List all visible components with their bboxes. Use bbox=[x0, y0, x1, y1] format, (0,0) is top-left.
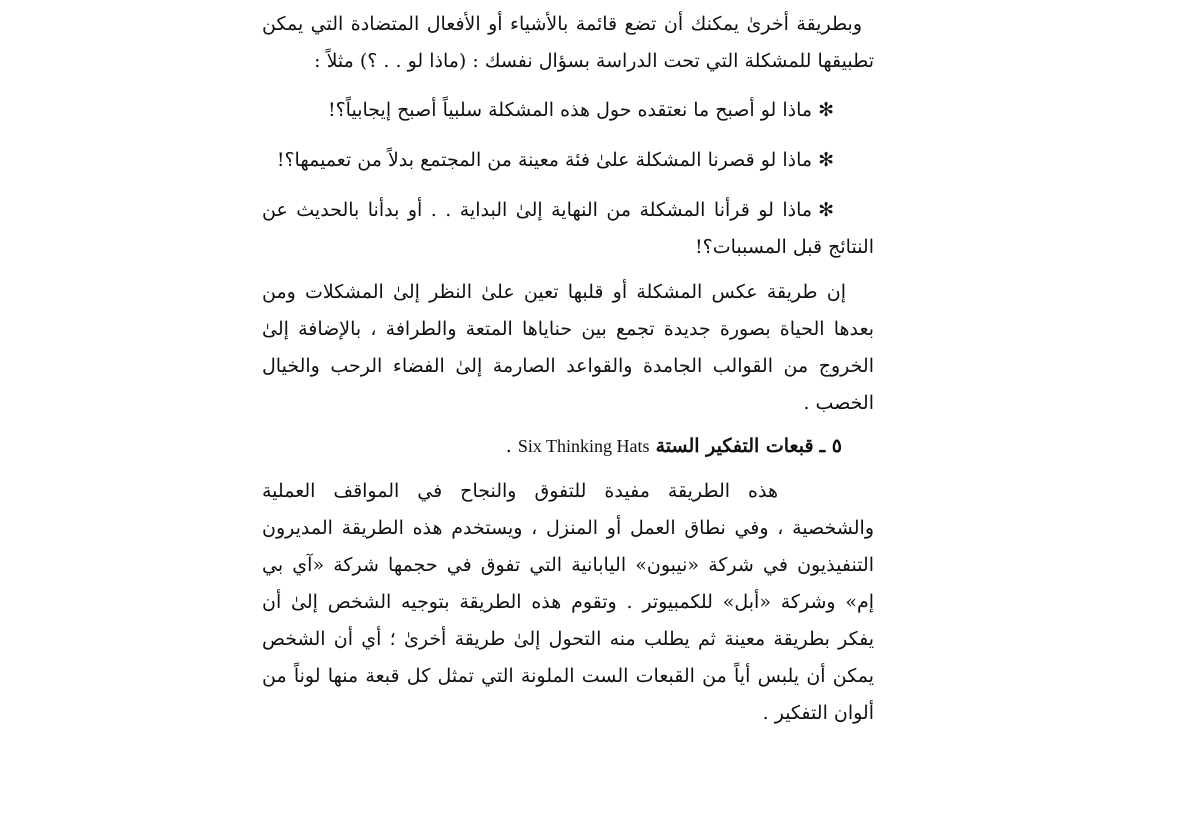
section-title-arabic: قبعات التفكير الستة bbox=[655, 435, 814, 457]
question-text: ماذا لو قرأنا المشكلة من النهاية إلىٰ البداية . . أو بدأنا بالحديث عن النتائج قبل المسببات؟! bbox=[262, 199, 874, 258]
section-title-english: Six Thinking Hats bbox=[517, 436, 650, 456]
section-heading bbox=[262, 428, 874, 465]
question-text: ماذا لو أصبح ما نعتقده حول هذه المشكلة سلبياً أصبح إيجابياً؟! bbox=[327, 99, 813, 121]
reverse-method-paragraph: إن طريقة عكس المشكلة أو قلبها تعين علىٰ النظر إلىٰ المشكلات ومن بعدها الحياة بصورة جديدة تجمع بين حناياها المتعة والطرافة ، بالإضافة إلىٰ الخروج من القوالب الجامدة والقواعد الصارمة إلىٰ الفضاء الرحب والخيال الخصب . bbox=[262, 281, 874, 414]
question-item bbox=[262, 192, 874, 266]
question-text: ماذا لو قصرنا المشكلة علىٰ فئة معينة من المجتمع بدلاً من تعميمها؟! bbox=[276, 149, 813, 171]
question-item bbox=[262, 92, 874, 129]
document-page bbox=[262, 6, 874, 739]
question-item bbox=[262, 142, 874, 179]
asterisk-bullet-icon: ✻ bbox=[818, 99, 834, 121]
section-number: ٥ ـ bbox=[819, 435, 842, 457]
six-hats-paragraph: هذه الطريقة مفيدة للتفوق والنجاح في المواقف العملية والشخصية ، وفي نطاق العمل أو المنزل ، ويستخدم هذه الطريقة المديرون التنفيذيون في شركة «نيبون» اليابانية التي تفوق في حجمها شركة «آي بي إم» وشركة «أبل» للكمبيوتر . وتقوم هذه الطريقة بتوجيه الشخص إلىٰ أن يفكر بطريقة معينة ثم يطلب منه التحول إلىٰ طريقة أخرىٰ ؛ أي أن الشخص يمكن أن يلبس أياً من القبعات الست الملونة التي تمثل كل قبعة منها لوناً من ألوان التفكير . bbox=[262, 480, 874, 724]
asterisk-bullet-icon: ✻ bbox=[818, 149, 834, 171]
intro-paragraph: وبطريقة أخرىٰ يمكنك أن تضع قائمة بالأشياء أو الأفعال المتضادة التي يمكن تطبيقها للمشكلة التي تحت الدراسة بسؤال نفسك : (ماذا لو . . ؟) مثلاً : bbox=[262, 13, 874, 72]
asterisk-bullet-icon: ✻ bbox=[818, 199, 834, 221]
section-end-mark: . bbox=[505, 435, 512, 457]
